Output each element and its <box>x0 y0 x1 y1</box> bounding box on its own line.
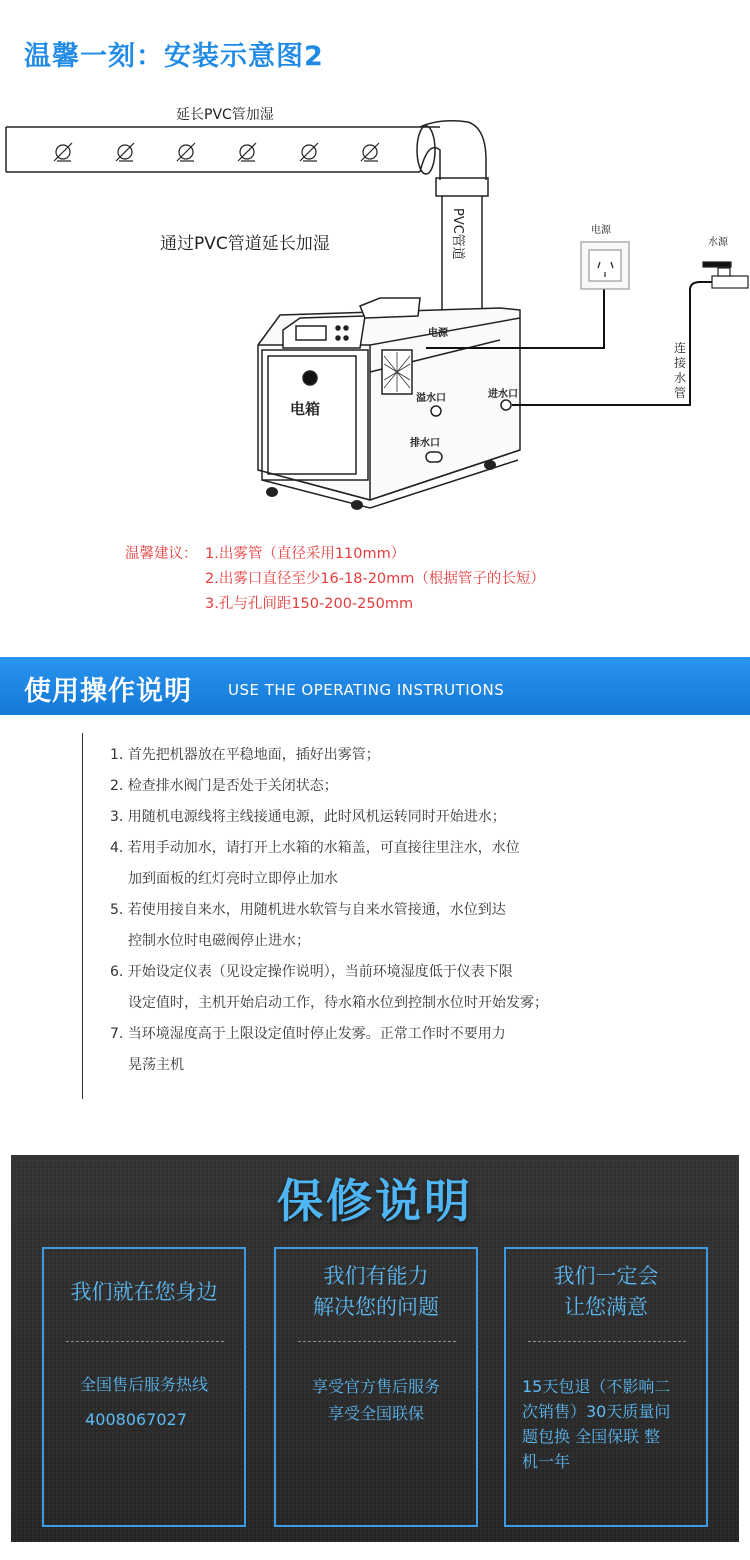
power-socket-icon <box>581 242 629 289</box>
warranty-card-satisfaction <box>504 1247 708 1527</box>
electrical-box-label: 电箱 <box>290 400 321 418</box>
page-title: 温馨一刻：安装示意图2 <box>24 41 324 72</box>
card-text: 次销售）30天质量问 <box>522 1402 671 1421</box>
card-text: 题包换 全国保联 整 <box>522 1427 661 1446</box>
svg-text:连: 连 <box>674 341 687 355</box>
instruction-line: 2. 检查排水阀门是否处于关闭状态； <box>110 778 338 794</box>
pipe-top-label: 延长PVC管加湿 <box>176 107 274 123</box>
card-divider <box>298 1341 456 1342</box>
tips-lead: 温馨建议： <box>125 546 198 562</box>
instruction-line: 晃荡主机 <box>128 1057 184 1073</box>
tip-item: 1.出雾管（直径采用110mm） <box>205 546 406 562</box>
pvc-pipe-label: PVC管道 <box>450 208 465 260</box>
water-source-label: 水源 <box>708 237 728 248</box>
svg-text:管: 管 <box>674 386 687 400</box>
instruction-line: 7. 当环境湿度高于上限设定值时停止发雾。正常工作时不要用力 <box>110 1026 506 1042</box>
card-text: 15天包退（不影响二 <box>522 1377 671 1396</box>
svg-text:接: 接 <box>674 356 687 370</box>
overflow-label: 溢水口 <box>416 393 446 404</box>
diagram-caption: 通过PVC管道延长加湿 <box>160 234 330 254</box>
operation-section-banner <box>0 657 750 715</box>
installation-diagram <box>0 90 750 530</box>
machine-power-label: 电源 <box>428 328 448 339</box>
card-divider <box>528 1341 686 1342</box>
card-heading: 我们有能力 <box>323 1264 429 1288</box>
water-tap-icon <box>703 262 748 288</box>
installation-tips <box>125 542 545 617</box>
tip-item: 3.孔与孔间距150-200-250mm <box>205 596 414 612</box>
operation-subtitle: USE THE OPERATING INSTRUTIONS <box>228 681 505 699</box>
svg-text:水: 水 <box>674 371 687 385</box>
instruction-line: 6. 开始设定仪表（见设定操作说明），当前环境湿度低于仪表下限 <box>110 964 513 980</box>
instruction-line: 控制水位时电磁阀停止进水； <box>128 933 310 949</box>
operation-title: 使用操作说明 <box>24 676 192 707</box>
instruction-line: 5. 若使用接自来水，用随机进水软管与自来水管接通，水位到达 <box>110 902 506 918</box>
card-text: 全国售后服务热线 <box>79 1375 208 1394</box>
card-text: 享受全国联保 <box>327 1404 424 1423</box>
card-heading: 解决您的问题 <box>313 1295 439 1319</box>
power-socket-label: 电源 <box>591 225 611 236</box>
card-divider <box>66 1341 224 1342</box>
instruction-line: 设定值时，主机开始启动工作，待水箱水位到控制水位时开始发雾； <box>128 995 548 1011</box>
connect-pipe-label <box>674 341 686 400</box>
horizontal-pvc-pipe <box>6 121 488 310</box>
operation-instructions <box>110 740 730 1081</box>
card-heading: 让您满意 <box>564 1295 648 1319</box>
tip-item: 2.出雾口直径至少16-18-20mm（根据管子的长短） <box>205 571 545 587</box>
mist-nozzle-icons <box>54 143 379 161</box>
instruction-line: 1. 首先把机器放在平稳地面，插好出雾管； <box>110 747 380 763</box>
card-text: 享受官方售后服务 <box>311 1377 440 1396</box>
warranty-card-nearby <box>42 1247 246 1527</box>
instruction-line: 加到面板的红灯亮时立即停止加水 <box>128 871 338 887</box>
warranty-panel <box>11 1155 739 1542</box>
card-heading: 我们一定会 <box>553 1264 659 1288</box>
inlet-label: 进水口 <box>488 389 518 400</box>
drain-label: 排水口 <box>410 438 440 449</box>
hotline-number: 4008067027 <box>85 1410 187 1429</box>
card-text: 机一年 <box>522 1452 571 1471</box>
card-heading: 我们就在您身边 <box>70 1280 218 1304</box>
warranty-title: 保修说明 <box>277 1174 473 1228</box>
instruction-line: 4. 若用手动加水，请打开上水箱的水箱盖，可直接往里注水，水位 <box>110 840 520 856</box>
warranty-card-capability <box>274 1247 478 1527</box>
instruction-divider-line <box>82 733 83 1099</box>
instruction-line: 3. 用随机电源线将主线接通电源，此时风机运转同时开始进水； <box>110 809 506 825</box>
